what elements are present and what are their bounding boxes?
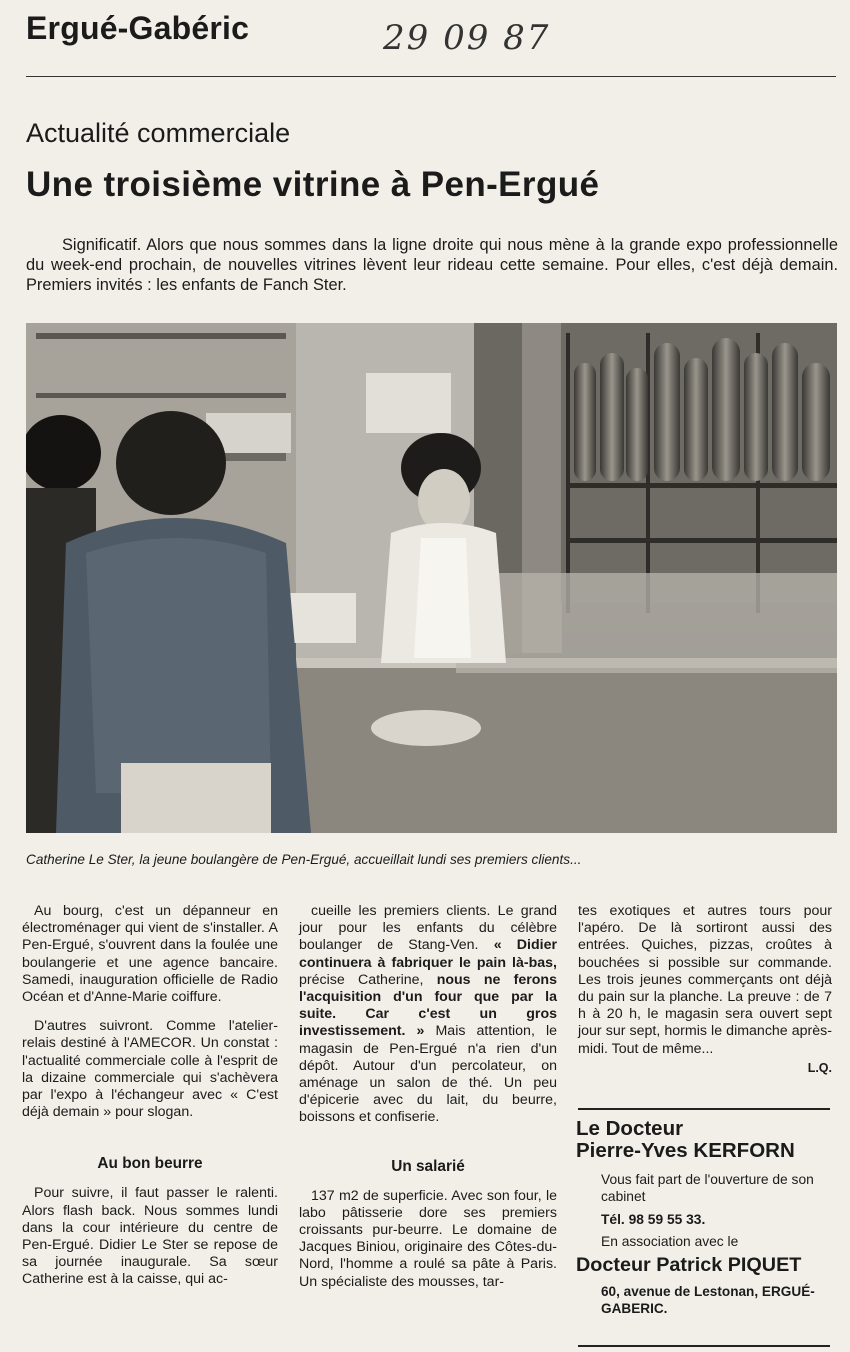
ad-association: En association avec le: [601, 1234, 739, 1249]
doctor-advertisement: [576, 1118, 834, 1317]
bakery-photo: [26, 323, 837, 833]
text-run: Mais attention, le magasin de Pen-Ergué n'a rien d'un dépôt. Autour d'un percolateur, on aménage un salon de thé. Un peu d'épicerie avec du lait, du beurre, boissons et confiserie.: [299, 1023, 557, 1126]
ad-divider-top: [578, 1108, 830, 1110]
ad-divider-bottom: [578, 1345, 830, 1347]
paragraph: 137 m2 de superficie. Avec son four, le labo pâtisserie dore ses premiers croissants pur-beurre. Le domaine de Jacques Biniou, originaire des Côtes-du-Nord, l'homme a roulé sa pâte à Paris. Un spécialiste des mousses, tar-: [299, 1187, 557, 1290]
ad-doctor1-title: Le Docteur: [576, 1117, 684, 1140]
author-signature: L.Q.: [807, 1060, 832, 1075]
article-headline: Une troisième vitrine à Pen-Ergué: [26, 165, 600, 204]
header-divider: [26, 76, 836, 77]
ad-doctor1-name: Pierre-Yves KERFORN: [576, 1139, 795, 1162]
text-run: cueille les premiers clients. Le grand jour pour les enfants du célèbre boulanger de Stang-Ven.: [299, 903, 557, 954]
locality-heading: Ergué-Gabéric: [26, 10, 250, 46]
article-column-1: [22, 903, 278, 1289]
ad-address: 60, avenue de Lestonan, ERGUÉ-GABERIC.: [601, 1284, 815, 1316]
ad-doctor2-name: Docteur Patrick PIQUET: [576, 1254, 802, 1276]
bakery-photo-drawing: [26, 323, 837, 833]
quote-bold: « Didier continuera à fabriquer le pain là-bas,: [299, 937, 558, 971]
quote-bold: nous ne ferons l'acquisition d'un four que par la suite. Car c'est un gros investissement. »: [299, 971, 557, 1040]
subheading-au-bon-beurre: Au bon beurre: [97, 1155, 203, 1173]
photo-caption: Catherine Le Ster, la jeune boulangère de Pen-Ergué, accueillait lundi ses premiers clients...: [26, 852, 582, 867]
article-column-3: [578, 903, 832, 1077]
ad-announcement: Vous fait part de l'ouverture de son cabinet: [601, 1172, 814, 1204]
paragraph: Au bourg, c'est un dépanneur en électroménager qui vient de s'installer. A Pen-Ergué, s'ouvrent dans la foulée une boulangerie et une agence bancaire. Samedi, inauguration officielle de Radio Océan et d'Anne-Marie coiffure.: [22, 903, 278, 1006]
handwritten-date: 29 09 87: [383, 18, 551, 58]
article-column-2: [299, 903, 557, 1291]
paragraph: tes exotiques et autres tours pour l'apéro. De là sortiront aussi des entrées. Quiches, pizzas, croûtes à bouchées si possible sur commande. Les trois jeunes commerçants ont déjà du pain sur la planche. La preuve : de 7 h à 20 h, le magasin sera ouvert sept jour sur sept, hormis le dimanche après-midi. Tout de même...: [578, 903, 832, 1057]
text-run: précise Catherine,: [299, 971, 437, 988]
paragraph: Pour suivre, il faut passer le ralenti. Alors flash back. Nous sommes lundi dans la cour intérieure du centre de Pen-Ergué. Didier Le Ster se repose de sa journée inaugurale. Sa sœur Catherine est à la caisse, qui ac-: [22, 1185, 278, 1288]
article-rubric: Actualité commerciale: [26, 118, 291, 148]
subheading-un-salarie: Un salarié: [391, 1157, 465, 1175]
paragraph: D'autres suivront. Comme l'atelier-relais destiné à l'AMECOR. Un constat : l'actualité commerciale colle à l'esprit de la dizaine commerciale qui s'achèvera par l'expo à l'échangeur avec « C'est déjà demain » pour slogan.: [22, 1018, 278, 1121]
paragraph: [299, 903, 557, 1127]
article-lead: Significatif. Alors que nous sommes dans la ligne droite qui nous mène à la grande expo professionnelle du week-end prochain, de nouvelles vitrines lèvent leur rideau cette semaine. Pour elles, c'est déjà demain. Premiers invités : les enfants de Fanch Ster.: [26, 236, 838, 294]
ad-phone: Tél. 98 59 55 33.: [601, 1212, 706, 1227]
